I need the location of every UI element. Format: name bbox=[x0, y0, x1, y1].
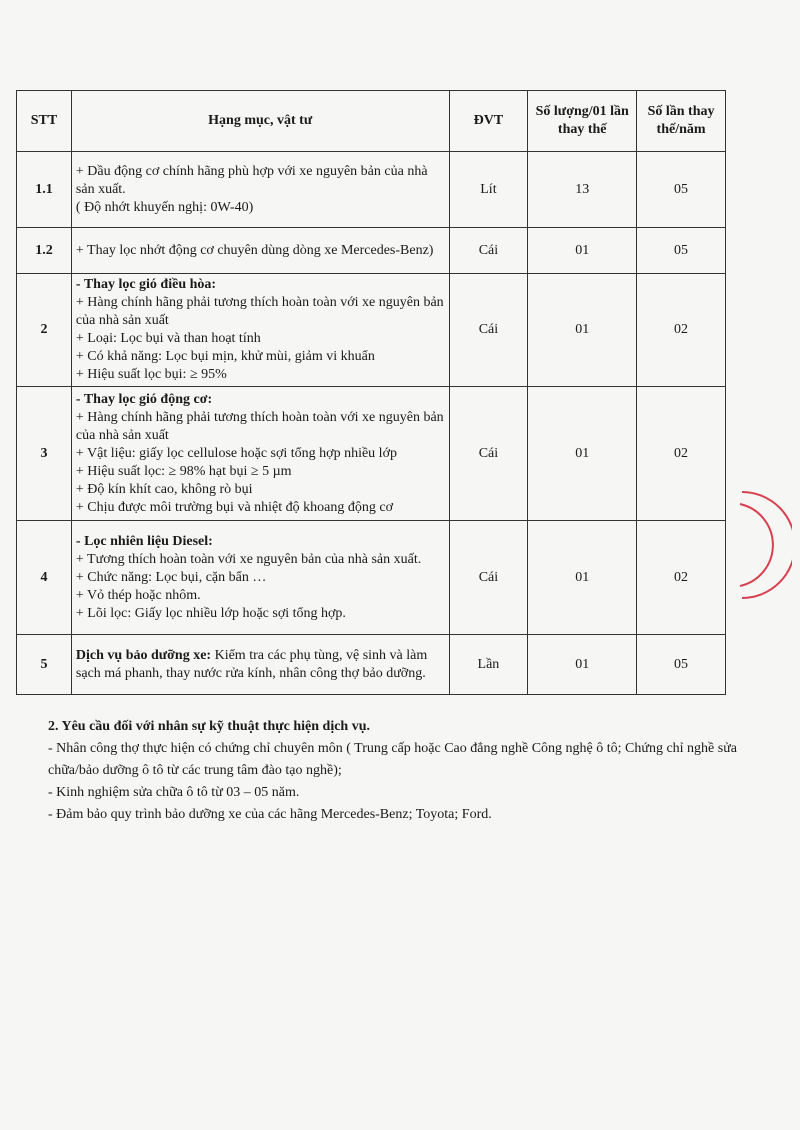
item-line: + Có khả năng: Lọc bụi mịn, khử mùi, giảm vi khuẩn bbox=[75, 349, 375, 364]
row-freq: 02 bbox=[637, 521, 726, 635]
item-inline-text: Kiểm tra các phụ tùng, vệ sinh và làm sạch má phanh, thay nước rửa kính, nhân công thợ bảo dưỡng. bbox=[75, 647, 428, 681]
maintenance-items-table bbox=[16, 90, 726, 695]
row-stt: 3 bbox=[17, 387, 72, 521]
row-stt: 1.1 bbox=[17, 152, 72, 228]
item-line: + Vỏ thép hoặc nhôm. bbox=[75, 587, 201, 603]
item-line: + Hàng chính hãng phải tương thích hoàn toàn với xe nguyên bản của nhà sản xuất bbox=[75, 409, 444, 443]
item-line: + Hiệu suất lọc: ≥ 98% hạt bụi ≥ 5 µm bbox=[75, 463, 292, 479]
header-freq: Số lần thay thế/năm bbox=[637, 91, 726, 152]
item-line: + Dầu động cơ chính hãng phù hợp với xe nguyên bản của nhà sản xuất. bbox=[75, 163, 428, 197]
row-item bbox=[71, 152, 449, 228]
row-stt: 4 bbox=[17, 521, 72, 635]
table-row bbox=[17, 228, 726, 274]
item-line: + Lõi lọc: Giấy lọc nhiều lớp hoặc sợi tổng hợp. bbox=[75, 605, 346, 621]
red-seal-stamp bbox=[722, 490, 792, 600]
row-dvt: Cái bbox=[449, 274, 528, 387]
row-qty: 01 bbox=[528, 521, 637, 635]
row-qty: 01 bbox=[528, 635, 637, 695]
row-stt: 1.2 bbox=[17, 228, 72, 274]
item-line: + Tương thích hoàn toàn với xe nguyên bản của nhà sản xuất. bbox=[75, 551, 422, 567]
item-line: + Chức năng: Lọc bụi, cặn bẩn … bbox=[75, 569, 267, 585]
requirement-paragraph: - Đảm bảo quy trình bảo dưỡng xe của các hãng Mercedes-Benz; Toyota; Ford. bbox=[48, 807, 492, 822]
row-qty: 01 bbox=[528, 228, 637, 274]
row-item bbox=[71, 228, 449, 274]
item-title: - Thay lọc gió động cơ: bbox=[75, 391, 213, 407]
row-item bbox=[71, 635, 449, 695]
row-freq: 05 bbox=[637, 152, 726, 228]
table-row bbox=[17, 387, 726, 521]
item-line: ( Độ nhớt khuyến nghị: 0W-40) bbox=[75, 199, 254, 215]
row-item bbox=[71, 521, 449, 635]
item-title: - Lọc nhiên liệu Diesel: bbox=[75, 533, 213, 549]
item-line: + Chịu được môi trường bụi và nhiệt độ khoang động cơ bbox=[75, 499, 393, 515]
row-dvt: Cái bbox=[449, 228, 528, 274]
row-qty: 13 bbox=[528, 152, 637, 228]
requirement-paragraph: - Nhân công thợ thực hiện có chứng chỉ chuyên môn ( Trung cấp hoặc Cao đẳng nghề Công nghệ ô tô; Chứng chỉ nghề sửa chữa/bảo dưỡng ô tô từ các trung tâm đào tạo nghề); bbox=[48, 741, 738, 778]
row-dvt: Lít bbox=[449, 152, 528, 228]
table-header-row bbox=[17, 91, 726, 152]
requirement-paragraph: - Kinh nghiệm sửa chữa ô tô từ 03 – 05 năm. bbox=[48, 785, 300, 800]
item-line: + Vật liệu: giấy lọc cellulose hoặc sợi tổng hợp nhiều lớp bbox=[75, 445, 397, 461]
row-qty: 01 bbox=[528, 387, 637, 521]
header-item: Hạng mục, vật tư bbox=[71, 91, 449, 152]
header-qty: Số lượng/01 lần thay thế bbox=[528, 91, 637, 152]
table-row bbox=[17, 635, 726, 695]
row-dvt: Cái bbox=[449, 521, 528, 635]
header-stt: STT bbox=[17, 91, 72, 152]
item-line: + Hiệu suất lọc bụi: ≥ 95% bbox=[75, 367, 227, 382]
item-title: - Thay lọc gió điều hòa: bbox=[75, 277, 217, 292]
header-dvt: ĐVT bbox=[449, 91, 528, 152]
row-freq: 05 bbox=[637, 635, 726, 695]
item-title: Dịch vụ bảo dưỡng xe: bbox=[75, 647, 212, 663]
item-line: + Độ kín khít cao, không rò bụi bbox=[75, 481, 253, 497]
row-item bbox=[71, 387, 449, 521]
row-freq: 05 bbox=[637, 228, 726, 274]
item-line: + Loại: Lọc bụi và than hoạt tính bbox=[75, 331, 261, 346]
row-item bbox=[71, 274, 449, 387]
row-freq: 02 bbox=[637, 274, 726, 387]
item-line: + Thay lọc nhớt động cơ chuyên dùng dòng xe Mercedes-Benz) bbox=[75, 242, 434, 258]
table-row bbox=[17, 274, 726, 387]
row-freq: 02 bbox=[637, 387, 726, 521]
table-row bbox=[17, 521, 726, 635]
personnel-requirements-section bbox=[48, 716, 768, 826]
row-dvt: Cái bbox=[449, 387, 528, 521]
section-heading: 2. Yêu cầu đối với nhân sự kỹ thuật thực hiện dịch vụ. bbox=[48, 719, 370, 734]
row-qty: 01 bbox=[528, 274, 637, 387]
row-stt: 2 bbox=[17, 274, 72, 387]
item-line: + Hàng chính hãng phải tương thích hoàn toàn với xe nguyên bản của nhà sản xuất bbox=[75, 295, 444, 328]
row-dvt: Lần bbox=[449, 635, 528, 695]
table-row bbox=[17, 152, 726, 228]
row-stt: 5 bbox=[17, 635, 72, 695]
